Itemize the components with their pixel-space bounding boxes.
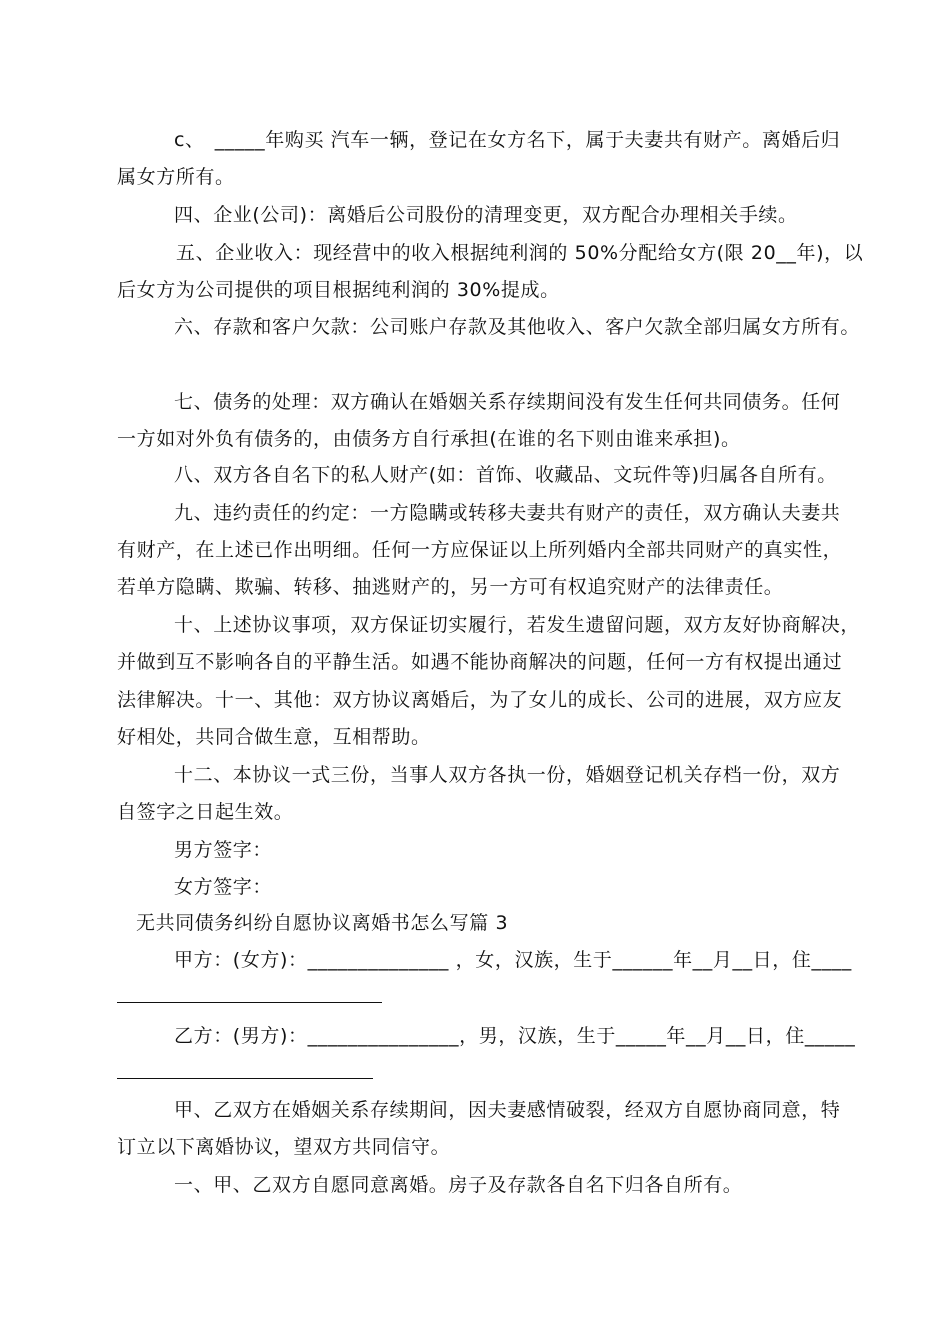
section-heading: 无共同债务纠纷自愿协议离婚书怎么写篇 3	[136, 912, 509, 934]
party-b-address-blank	[117, 1078, 373, 1079]
text-line-section-5: 五、企业收入：现经营中的收入根据纯利润的 50%分配给女方(限 20__年)，以	[176, 242, 864, 264]
text-line-clause-1: 一、甲、乙双方自愿同意离婚。房子及存款各自名下归各自所有。	[174, 1174, 743, 1196]
text-line-c-car: c、 _____年购买 汽车一辆，登记在女方名下，属于夫妻共有财产。离婚后归	[174, 129, 841, 151]
text-line-section-10-cont-3: 好相处，共同合做生意，互相帮助。	[117, 726, 431, 748]
text-line-section-7: 七、债务的处理：双方确认在婚姻关系存续期间没有发生任何共同债务。任何	[174, 391, 841, 413]
text-line-section-10-cont-1: 并做到互不影响各自的平静生活。如遇不能协商解决的问题，任何一方有权提出通过	[117, 651, 843, 673]
text-line-section-8: 八、双方各自名下的私人财产(如：首饰、收藏品、文玩件等)归属各自所有。	[174, 464, 837, 486]
text-line-agreement-intro: 甲、乙双方在婚姻关系存续期间，因夫妻感情破裂，经双方自愿协商同意，特	[174, 1099, 841, 1121]
text-line-section-9-cont-2: 若单方隐瞒、欺骗、转移、抽逃财产的，另一方可有权追究财产的法律责任。	[117, 576, 784, 598]
text-line-section-4: 四、企业(公司)：离婚后公司股份的清理变更，双方配合办理相关手续。	[174, 204, 798, 226]
party-b-line: 乙方：(男方)：_______________，男，汉族，生于_____年__月__日，住_____	[174, 1025, 856, 1047]
text-line-section-9: 九、违约责任的约定：一方隐瞒或转移夫妻共有财产的责任，双方确认夫妻共	[174, 502, 841, 524]
text-line-section-12: 十二、本协议一式三份，当事人双方各执一份，婚姻登记机关存档一份，双方	[174, 764, 841, 786]
text-line-section-10: 十、上述协议事项，双方保证切实履行，若发生遗留问题，双方友好协商解决，	[174, 614, 861, 636]
female-signature-label: 女方签字：	[174, 876, 273, 898]
text-line-section-6: 六、存款和客户欠款：公司账户存款及其他收入、客户欠款全部归属女方所有。	[174, 316, 861, 338]
text-line-section-10-cont-2: 法律解决。十一、其他：双方协议离婚后，为了女儿的成长、公司的进展，双方应友	[117, 689, 843, 711]
text-line-section-5-cont: 后女方为公司提供的项目根据纯利润的 30%提成。	[117, 279, 560, 301]
text-line-c-car-cont: 属女方所有。	[117, 166, 235, 188]
party-a-line: 甲方：(女方)：______________ ，女，汉族，生于______年__月__日，住____	[174, 949, 852, 971]
text-line-section-12-cont: 自签字之日起生效。	[117, 801, 294, 823]
text-line-section-7-cont: 一方如对外负有债务的，由债务方自行承担(在谁的名下则由谁来承担)。	[117, 428, 741, 450]
party-a-address-blank	[117, 1002, 382, 1003]
text-line-agreement-intro-cont: 订立以下离婚协议，望双方共同信守。	[117, 1136, 451, 1158]
male-signature-label: 男方签字：	[174, 839, 273, 861]
text-line-section-9-cont-1: 有财产，在上述已作出明细。任何一方应保证以上所列婚内全部共同财产的真实性，	[117, 539, 843, 561]
